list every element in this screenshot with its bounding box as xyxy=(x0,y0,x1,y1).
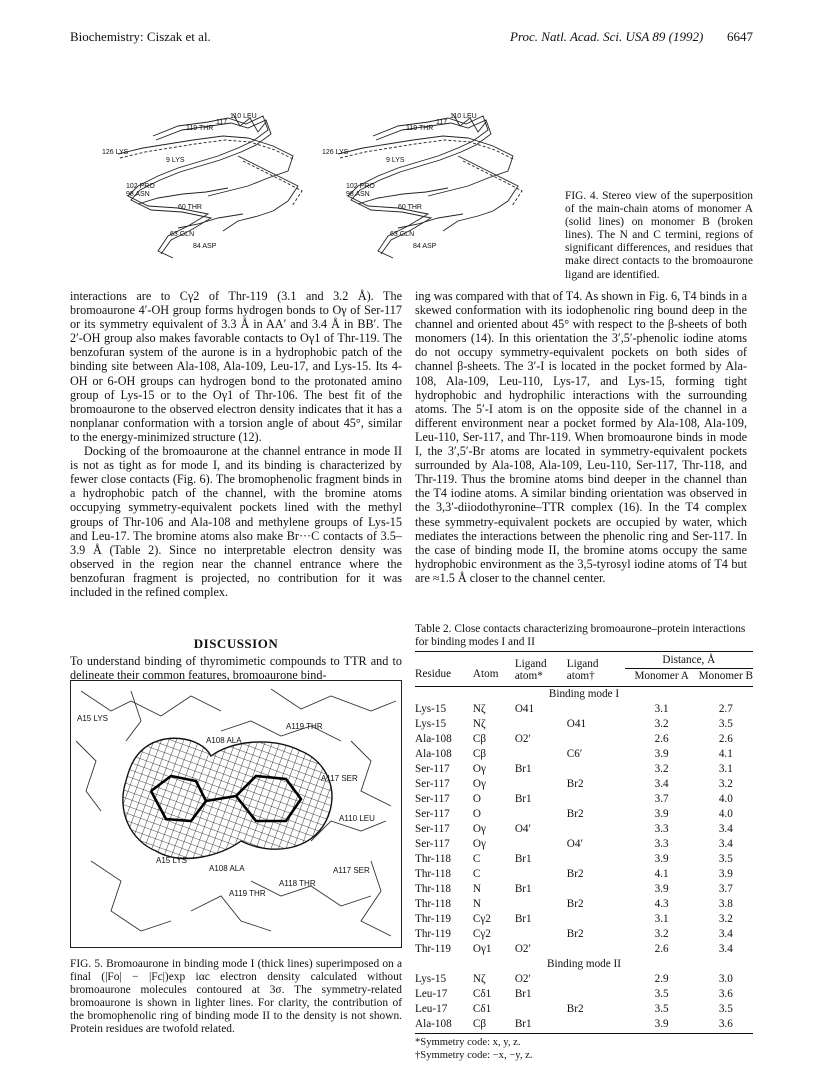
cell-ligand-atom-2 xyxy=(567,731,625,746)
cell-atom: O xyxy=(472,792,481,805)
column-header-atom: Atom xyxy=(472,668,499,680)
fig4-right-label: 9 LYS xyxy=(386,157,405,164)
fig4-left-label: 84 ASP xyxy=(193,243,217,250)
cell-atom: N xyxy=(472,882,481,895)
figure-5-caption: FIG. 5. Bromoaurone in binding mode I (thick lines) superimposed on a final (|Fo| − |Fc|)exp iαc electron density calculated without bromoaurone molecules contoured at 3σ. The symmetry-related bromoaurone is shown in lighter lines. For clarity, the contribution of the bromophenolic ring of binding mode II to the density is not shown. Protein residues are twofold related. xyxy=(70,958,402,1036)
cell-monomer-a: 4.1 xyxy=(654,867,669,880)
cell-ligand-atom-1: O41 xyxy=(514,702,535,715)
cell-ligand-atom-1 xyxy=(515,836,567,851)
table-footnote: †Symmetry code: −x, −y, z. xyxy=(415,1050,533,1061)
cell-atom: Cβ xyxy=(472,732,487,745)
cell-monomer-a: 3.7 xyxy=(654,792,669,805)
cell-monomer-b: 3.2 xyxy=(718,912,733,925)
cell-atom: Oγ xyxy=(472,837,486,850)
cell-atom: Cδ1 xyxy=(472,987,492,1000)
cell-monomer-b: 3.4 xyxy=(718,927,733,940)
table-2 xyxy=(415,651,753,1062)
table-row xyxy=(415,911,753,926)
paragraph: interactions are to Cγ2 of Thr-119 (3.1 and 3.2 Å). The bromoaurone 4′-OH group forms hydrogen bonds to Oγ of Ser-117 or its symmetry equivalent of 3.3 Å in AA′ and 3.4 Å in BB′. The 2′-OH group also makes favorable contacts to Oγ1 of Thr-119. The benzofuran system of the aurone is in a hydrophobic patch of the binding site between Ala-108, Ala-109, Leu-17, and Lys-15. Its 4-OH or 6-OH groups can hydrogen bond to the protonated amino group of Lys-15 or to the Oγ1 of Thr-106. The best fit of the bromoaurone to the observed electron density indicates that it has a nonplanar conformation with a torsion angle of about 45°, similar to the energy-minimized structure (12). xyxy=(70,289,402,444)
cell-ligand-atom-1: Br1 xyxy=(514,1017,532,1030)
cell-monomer-a: 2.6 xyxy=(654,942,669,955)
cell-ligand-atom-1: Br1 xyxy=(514,762,532,775)
cell-monomer-a: 3.1 xyxy=(654,702,669,715)
cell-monomer-a: 4.3 xyxy=(654,897,669,910)
cell-monomer-a: 3.3 xyxy=(654,822,669,835)
table-2-title: Table 2. Close contacts characterizing bromoaurone–protein interactions for binding modes I and II xyxy=(415,623,746,649)
cell-ligand-atom-1 xyxy=(515,746,567,761)
cell-monomer-b: 3.2 xyxy=(718,777,733,790)
cell-residue: Thr-118 xyxy=(415,882,452,895)
cell-ligand-atom-2 xyxy=(567,821,625,836)
cell-ligand-atom-2: Br2 xyxy=(566,807,584,820)
figure-4-drawing xyxy=(98,96,538,276)
table-row xyxy=(415,866,753,881)
figure-4-caption: FIG. 4. Stereo view of the superposition of the main-chain atoms of monomer A (solid lines) on monomer B (broken lines). The N and C termini, regions of significant differences, and residues that make direct contacts to the bromoaurone ligand are identified. xyxy=(565,190,753,281)
cell-ligand-atom-2 xyxy=(567,881,625,896)
table-row xyxy=(415,701,753,716)
table-row xyxy=(415,896,753,911)
cell-atom: Oγ xyxy=(472,777,486,790)
cell-ligand-atom-2 xyxy=(567,1016,625,1031)
cell-monomer-b: 4.0 xyxy=(718,807,733,820)
cell-monomer-a: 3.2 xyxy=(654,927,669,940)
table-row xyxy=(415,746,753,761)
fig4-right-label: 63 GLN xyxy=(390,231,415,238)
fig5-label: A119 THR xyxy=(229,889,266,898)
cell-monomer-a: 3.2 xyxy=(654,762,669,775)
cell-residue: Ser-117 xyxy=(415,807,450,820)
cell-ligand-atom-1: O2′ xyxy=(514,942,531,955)
fig4-left-label: 102 PRO xyxy=(126,183,155,190)
cell-monomer-b: 3.6 xyxy=(718,1017,733,1030)
cell-monomer-b: 2.7 xyxy=(718,702,733,715)
cell-atom: Nζ xyxy=(472,702,486,715)
cell-residue: Thr-119 xyxy=(415,942,452,955)
cell-monomer-a: 3.9 xyxy=(654,852,669,865)
cell-residue: Ser-117 xyxy=(415,837,450,850)
cell-monomer-b: 3.6 xyxy=(718,987,733,1000)
cell-monomer-a: 3.3 xyxy=(654,837,669,850)
fig5-label: A119 THR xyxy=(286,722,323,731)
cell-monomer-b: 3.4 xyxy=(718,822,733,835)
cell-monomer-b: 4.0 xyxy=(718,792,733,805)
cell-ligand-atom-2 xyxy=(567,851,625,866)
binding-mode-label: Binding mode I xyxy=(548,687,620,700)
cell-monomer-a: 3.5 xyxy=(654,987,669,1000)
cell-monomer-a: 3.4 xyxy=(654,777,669,790)
fig5-label: A117 SER xyxy=(333,866,370,875)
fig5-label: A15 LYS xyxy=(77,714,108,723)
cell-monomer-a: 3.1 xyxy=(654,912,669,925)
cell-monomer-a: 2.6 xyxy=(654,732,669,745)
fig4-left-label: 110 LEU xyxy=(230,113,257,120)
table-2-grid xyxy=(415,652,753,1031)
cell-atom: Cγ2 xyxy=(472,912,491,925)
cell-residue: Ser-117 xyxy=(415,822,450,835)
paragraph: To understand binding of thyromimetic compounds to TTR and to delineate their common features, bromoaurone bind- xyxy=(70,654,402,683)
cell-atom: Cγ2 xyxy=(472,927,491,940)
fig4-right-label: 126 LYS xyxy=(322,149,349,156)
section-heading-discussion: DISCUSSION xyxy=(193,636,279,651)
cell-ligand-atom-2: O4′ xyxy=(566,837,583,850)
cell-residue: Thr-118 xyxy=(415,852,452,865)
cell-monomer-a: 3.5 xyxy=(654,1002,669,1015)
fig4-right-label: 84 ASP xyxy=(413,243,437,250)
cell-monomer-b: 3.9 xyxy=(718,867,733,880)
table-row xyxy=(415,806,753,821)
fig4-right-label: 119 THR xyxy=(406,125,434,132)
cell-ligand-atom-2 xyxy=(567,761,625,776)
fig4-right-label: 117 xyxy=(436,119,448,126)
cell-atom: O xyxy=(472,807,481,820)
cell-residue: Ala-108 xyxy=(415,1017,452,1030)
cell-ligand-atom-2 xyxy=(567,986,625,1001)
cell-ligand-atom-1: O2′ xyxy=(514,732,531,745)
column-header-residue: Residue xyxy=(415,668,452,680)
fig4-left-label: 119 THR xyxy=(186,125,214,132)
table-footnote: *Symmetry code: x, y, z. xyxy=(415,1037,521,1048)
cell-ligand-atom-2: O41 xyxy=(566,717,587,730)
cell-monomer-a: 3.9 xyxy=(654,1017,669,1030)
left-column-text xyxy=(70,289,402,599)
figure-5-drawing xyxy=(71,681,401,947)
cell-atom: Cβ xyxy=(472,747,487,760)
cell-ligand-atom-2 xyxy=(567,941,625,956)
fig4-left-label: 126 LYS xyxy=(102,149,129,156)
cell-monomer-b: 4.1 xyxy=(718,747,733,760)
paragraph: ing was compared with that of T4. As shown in Fig. 6, T4 binds in a skewed conformation with its iodophenolic ring bound deep in the channel and oriented about 45° with respect to the β-sheets of both monomers (14). In this orientation the 3′,5′-phenolic iodine atoms do not occupy symmetry-equivalent pockets on both sides of channel β-sheets. The 3′-I is located in the pocket formed by Ala-108, Ala-109, Leu-110, Lys-17, and Lys-15, forming tight hydrophobic and hydrophilic interactions with the surrounding atoms. The 5′-I atom is on the opposite side of the channel in a different environment near a pocket formed by Ala-108, Ala-109, Leu-110, Ser-117, and Thr-119. When bromoaurone binds in mode I, the 3′,5′-Br atoms are located in symmetry-equivalent pockets surrounded by Ala-108, Ala-109, Leu-110, Ser-117, Thr-118, and Thr-119. Thus the bromine atoms bind deeper in the channel than the T4 iodine atoms. A similar binding orientation was observed in the 3,3′-diiodothyronine–TTR complex (16). In the T4 complex these symmetry-equivalent pockets are occupied by water, which mediates the interactions between the phenolic ring and Ser-117. In the case of binding mode II, the bromine atoms occupy the same hydrophobic environment as the 3,5-tyrosyl iodine atoms of T4 but are ≈1.5 Å closer to the channel center. xyxy=(415,289,747,585)
cell-ligand-atom-2: Br2 xyxy=(566,777,584,790)
cell-residue: Ser-117 xyxy=(415,792,450,805)
cell-ligand-atom-1 xyxy=(515,776,567,791)
fig4-left-label: 98 ASN xyxy=(126,191,150,198)
cell-monomer-b: 3.1 xyxy=(718,762,733,775)
cell-ligand-atom-1 xyxy=(515,926,567,941)
page-number: 6647 xyxy=(727,29,753,44)
figure-4-stereo-view xyxy=(98,96,538,276)
fig4-left-label: 60 THR xyxy=(178,204,202,211)
cell-ligand-atom-1 xyxy=(515,896,567,911)
binding-mode-label: Binding mode II xyxy=(547,957,621,970)
table-row xyxy=(415,986,753,1001)
table-row xyxy=(415,836,753,851)
cell-monomer-b: 3.4 xyxy=(718,837,733,850)
cell-monomer-b: 3.5 xyxy=(718,717,733,730)
cell-monomer-b: 3.0 xyxy=(718,972,733,985)
cell-residue: Ser-117 xyxy=(415,762,450,775)
fig4-left-label: 117 xyxy=(216,119,228,126)
fig4-left-label: 63 GLN xyxy=(170,231,195,238)
cell-residue: Lys-15 xyxy=(415,972,447,985)
cell-atom: N xyxy=(472,897,481,910)
cell-residue: Thr-119 xyxy=(415,927,452,940)
fig4-right-label: 60 THR xyxy=(398,204,422,211)
cell-monomer-a: 3.9 xyxy=(654,807,669,820)
cell-ligand-atom-2 xyxy=(567,971,625,986)
cell-ligand-atom-1: Br1 xyxy=(514,987,532,1000)
fig5-label: A118 THR xyxy=(279,879,316,888)
fig4-right-label: 102 PRO xyxy=(346,183,375,190)
cell-ligand-atom-2: C6′ xyxy=(566,747,583,760)
cell-atom: Cδ1 xyxy=(472,1002,492,1015)
figure-5-electron-density xyxy=(70,680,402,948)
cell-atom: Oγ xyxy=(472,822,486,835)
cell-monomer-a: 3.2 xyxy=(654,717,669,730)
cell-ligand-atom-1: O4′ xyxy=(514,822,531,835)
cell-ligand-atom-1 xyxy=(515,1001,567,1016)
column-header-distance: Distance, Å xyxy=(625,652,753,668)
fig4-right-label: 98 ASN xyxy=(346,191,370,198)
column-header-ligand-atom-2: Ligand atom† xyxy=(566,658,599,682)
cell-residue: Leu-17 xyxy=(415,1002,448,1015)
fig5-label: A110 LEU xyxy=(339,814,375,823)
fig4-right-label: 110 LEU xyxy=(450,113,477,120)
cell-residue: Lys-15 xyxy=(415,717,447,730)
column-header-monomer-a: Monomer A xyxy=(634,670,689,683)
cell-residue: Lys-15 xyxy=(415,702,447,715)
cell-ligand-atom-2 xyxy=(567,791,625,806)
table-row xyxy=(415,776,753,791)
column-header-ligand-atom-1: Ligand atom* xyxy=(514,658,547,682)
paragraph: Docking of the bromoaurone at the channel entrance in mode II is not as tight as for mode I, and its binding is characterized by fewer close contacts (Fig. 6). The bromophenolic fragment binds in a hydrophobic patch of the channel, with the bromine atoms occupying symmetry-equivalent pockets lined with the methyl groups of Thr-106 and Ala-108 and methylene groups of Lys-15 and Leu-17. The bromine atoms also make Br···C contacts of 3.5–3.9 Å (Table 2). Since no interpretable electron density was observed in the region near the channel entrance where the benzofuran fragment is projected, no contribution for it was included in the refined complex. xyxy=(70,444,402,599)
cell-ligand-atom-1 xyxy=(515,866,567,881)
cell-monomer-b: 2.6 xyxy=(718,732,733,745)
cell-atom: Oγ1 xyxy=(472,942,492,955)
cell-residue: Ala-108 xyxy=(415,732,452,745)
table-row xyxy=(415,761,753,776)
fig5-label: A15 LYS xyxy=(156,856,187,865)
fig5-label: A108 ALA xyxy=(209,864,245,873)
cell-residue: Thr-118 xyxy=(415,867,452,880)
cell-ligand-atom-1: O2′ xyxy=(514,972,531,985)
running-header-authors: Biochemistry: Ciszak et al. xyxy=(70,29,211,44)
column-header-monomer-b: Monomer B xyxy=(698,670,753,683)
cell-residue: Ser-117 xyxy=(415,777,450,790)
cell-monomer-a: 2.9 xyxy=(654,972,669,985)
running-header-journal: Proc. Natl. Acad. Sci. USA 89 (1992) xyxy=(510,29,704,44)
cell-atom: Nζ xyxy=(472,972,486,985)
cell-atom: Cβ xyxy=(472,1017,487,1030)
table-row xyxy=(415,731,753,746)
table-row xyxy=(415,1001,753,1016)
cell-monomer-b: 3.5 xyxy=(718,1002,733,1015)
table-row xyxy=(415,716,753,731)
fig5-label: A108 ALA xyxy=(206,736,242,745)
table-row xyxy=(415,971,753,986)
cell-ligand-atom-1: Br1 xyxy=(514,792,532,805)
cell-residue: Leu-17 xyxy=(415,987,448,1000)
cell-ligand-atom-1: Br1 xyxy=(514,882,532,895)
cell-monomer-b: 3.4 xyxy=(718,942,733,955)
cell-monomer-a: 3.9 xyxy=(654,882,669,895)
cell-ligand-atom-2 xyxy=(567,701,625,716)
cell-atom: Oγ xyxy=(472,762,486,775)
cell-residue: Ala-108 xyxy=(415,747,452,760)
cell-residue: Thr-119 xyxy=(415,912,452,925)
table-row xyxy=(415,791,753,806)
cell-monomer-b: 3.7 xyxy=(718,882,733,895)
cell-monomer-b: 3.8 xyxy=(718,897,733,910)
fig4-left-label: 9 LYS xyxy=(166,157,185,164)
cell-ligand-atom-2 xyxy=(567,911,625,926)
cell-atom: C xyxy=(472,867,481,880)
table-row xyxy=(415,881,753,896)
table-row xyxy=(415,926,753,941)
cell-residue: Thr-118 xyxy=(415,897,452,910)
cell-ligand-atom-2: Br2 xyxy=(566,867,584,880)
cell-monomer-a: 3.9 xyxy=(654,747,669,760)
cell-ligand-atom-1 xyxy=(515,806,567,821)
table-row xyxy=(415,1016,753,1031)
cell-atom: Nζ xyxy=(472,717,486,730)
cell-monomer-b: 3.5 xyxy=(718,852,733,865)
table-row xyxy=(415,821,753,836)
fig5-label: A117 SER xyxy=(321,774,358,783)
cell-ligand-atom-1 xyxy=(515,716,567,731)
cell-ligand-atom-1: Br1 xyxy=(514,852,532,865)
cell-atom: C xyxy=(472,852,481,865)
table-row xyxy=(415,941,753,956)
cell-ligand-atom-2: Br2 xyxy=(566,897,584,910)
cell-ligand-atom-2: Br2 xyxy=(566,927,584,940)
table-row xyxy=(415,851,753,866)
cell-ligand-atom-2: Br2 xyxy=(566,1002,584,1015)
cell-ligand-atom-1: Br1 xyxy=(514,912,532,925)
